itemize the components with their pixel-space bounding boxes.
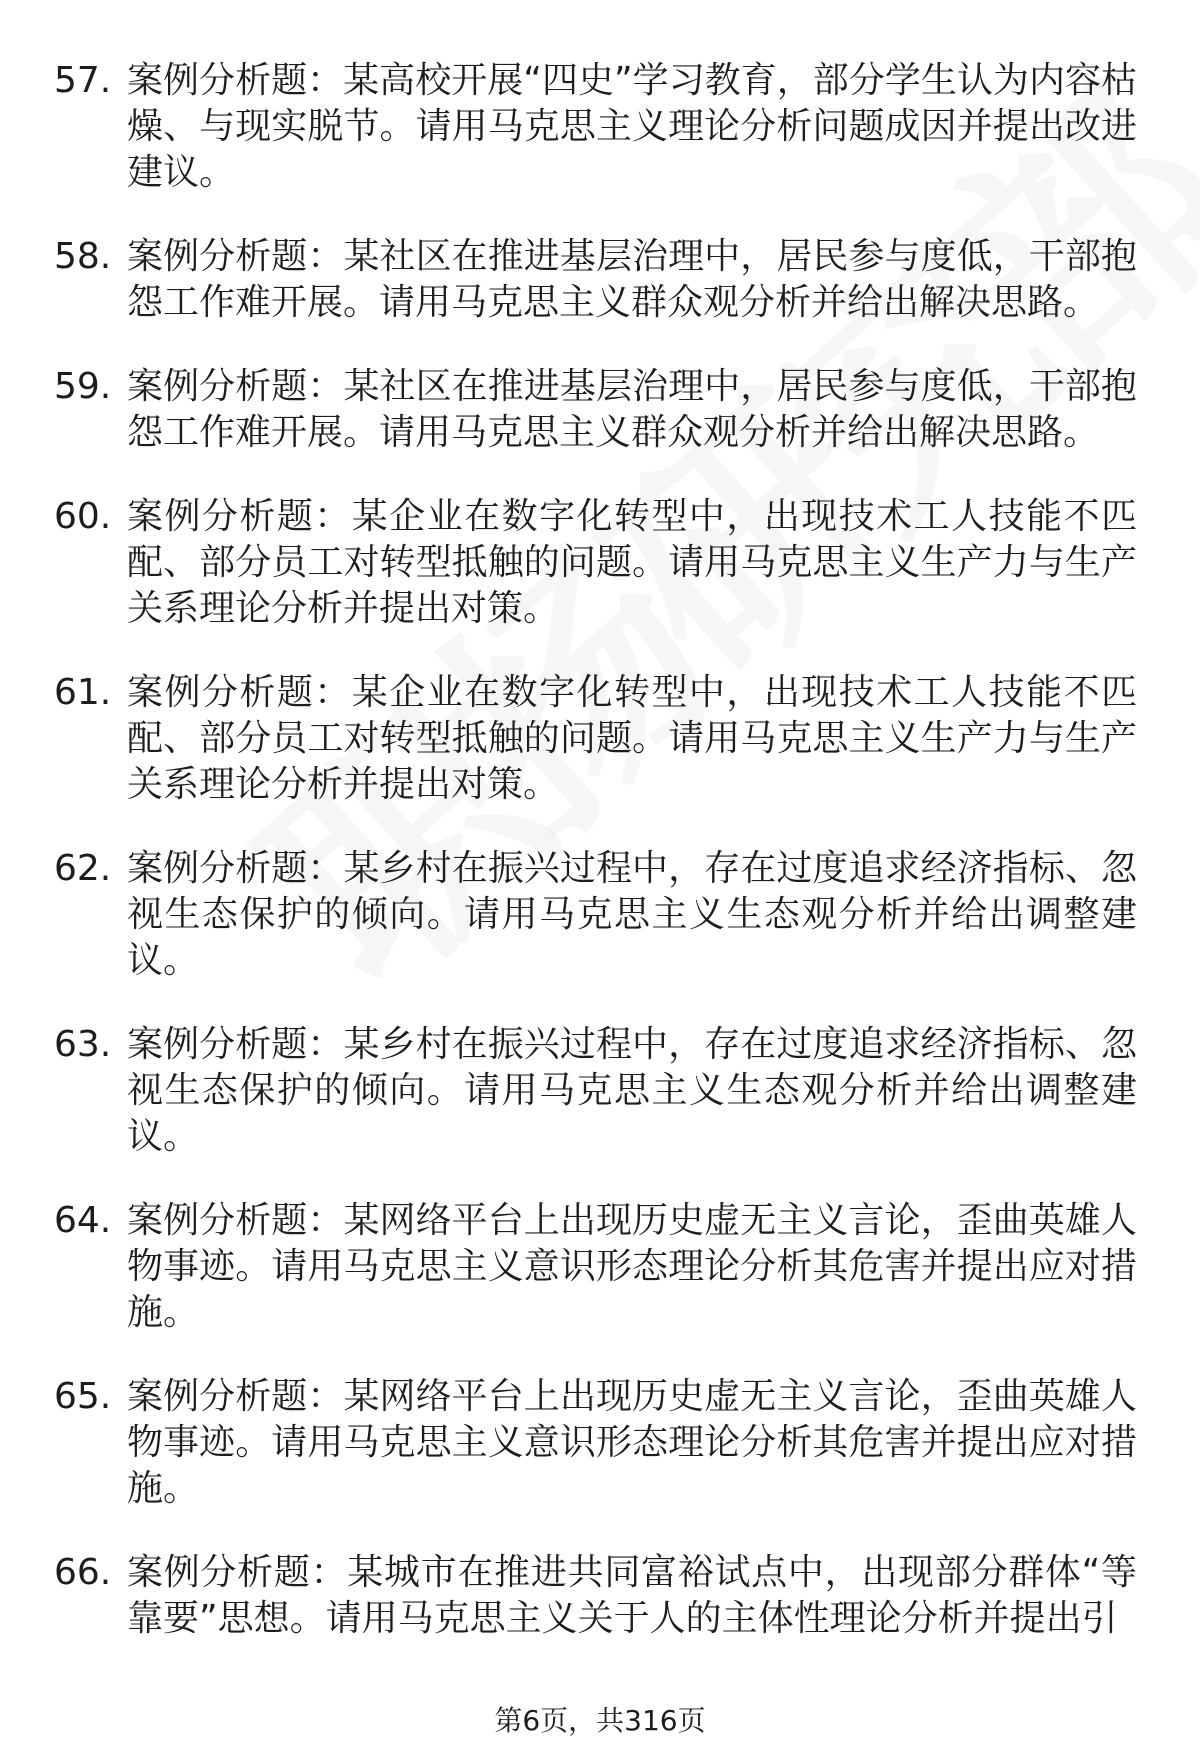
question-65: [54, 1374, 1144, 1512]
question-number: 60.: [54, 496, 112, 537]
question-number: 61.: [54, 672, 112, 713]
question-text: 案例分析题：某网络平台上出现历史虚无主义言论，歪曲英雄人物事迹。请用马克思主义意识形态理论分析其危害并提出应对措施。: [127, 1200, 1137, 1333]
question-number: 64.: [54, 1200, 112, 1241]
question-64: [54, 1198, 1144, 1336]
question-text: 案例分析题：某乡村在振兴过程中，存在过度追求经济指标、忽视生态保护的倾向。请用马克思主义生态观分析并给出调整建议。: [127, 1024, 1137, 1157]
question-61: [54, 670, 1144, 808]
question-number: 62.: [54, 848, 112, 889]
question-number: 66.: [54, 1552, 112, 1593]
question-number: 57.: [54, 60, 112, 101]
question-66: [54, 1550, 1144, 1642]
question-text: 案例分析题：某乡村在振兴过程中，存在过度追求经济指标、忽视生态保护的倾向。请用马克思主义生态观分析并给出调整建议。: [127, 848, 1137, 981]
question-text: 案例分析题：某企业在数字化转型中，出现技术工人技能不匹配、部分员工对转型抵触的问题。请用马克思主义生产力与生产关系理论分析并提出对策。: [127, 496, 1137, 629]
question-text: 案例分析题：某社区在推进基层治理中，居民参与度低，干部抱怨工作难开展。请用马克思主义群众观分析并给出解决思路。: [127, 236, 1137, 323]
question-62: [54, 846, 1144, 984]
question-58: [54, 234, 1144, 326]
question-number: 59.: [54, 366, 112, 407]
question-text: 案例分析题：某网络平台上出现历史虚无主义言论，歪曲英雄人物事迹。请用马克思主义意识形态理论分析其危害并提出应对措施。: [127, 1376, 1137, 1509]
question-60: [54, 494, 1144, 632]
question-list: [0, 58, 1200, 1680]
question-63: [54, 1022, 1144, 1160]
question-59: [54, 364, 1144, 456]
question-57: [54, 58, 1144, 196]
question-text: 案例分析题：某社区在推进基层治理中，居民参与度低，干部抱怨工作难开展。请用马克思主义群众观分析并给出解决思路。: [127, 366, 1137, 453]
question-number: 65.: [54, 1376, 112, 1417]
page-footer: 第6页，共316页: [494, 1704, 706, 1737]
question-text: 案例分析题：某城市在推进共同富裕试点中，出现部分群体“等靠要”思想。请用马克思主义关于人的主体性理论分析并提出引: [127, 1552, 1137, 1639]
question-number: 58.: [54, 236, 112, 277]
question-text: 案例分析题：某高校开展“四史”学习教育，部分学生认为内容枯燥、与现实脱节。请用马克思主义理论分析问题成因并提出改进建议。: [127, 60, 1137, 193]
question-text: 案例分析题：某企业在数字化转型中，出现技术工人技能不匹配、部分员工对转型抵触的问题。请用马克思主义生产力与生产关系理论分析并提出对策。: [127, 672, 1137, 805]
question-number: 63.: [54, 1024, 112, 1065]
